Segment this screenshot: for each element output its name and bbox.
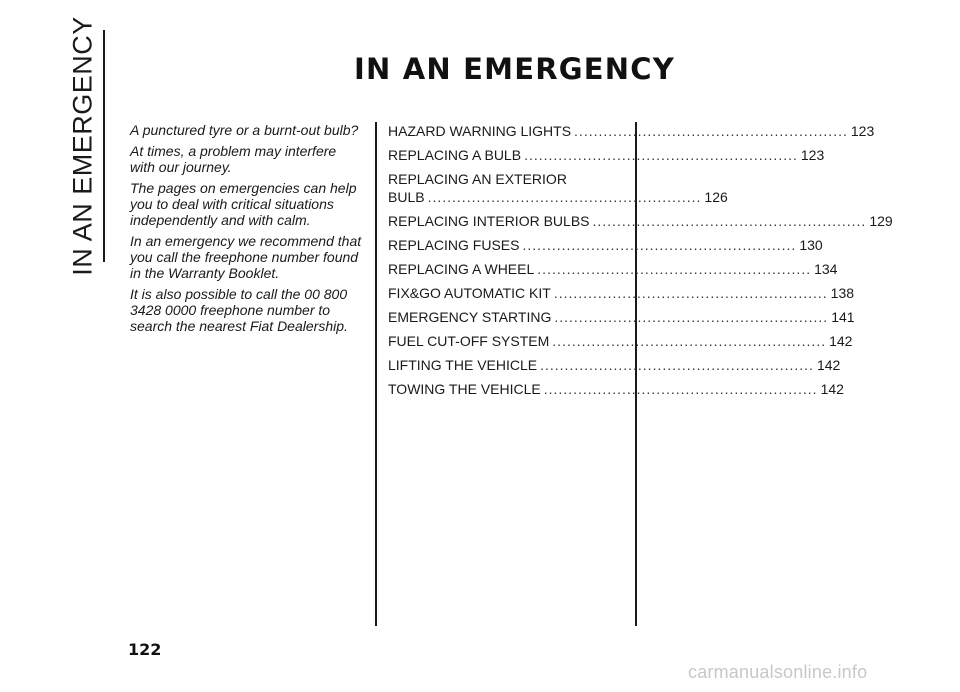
intro-paragraph: The pages on emergencies can help you to deal with critical situations independently and with calm. [130, 180, 357, 228]
toc-entry-label: BULB [388, 189, 425, 205]
column-divider-left [375, 122, 377, 626]
toc-entry-label: REPLACING FUSES [388, 237, 520, 253]
toc-entry-lifting-the-vehicle[interactable] [388, 356, 841, 374]
toc-entry-label-line1: REPLACING AN EXTERIOR [388, 171, 567, 187]
section-tab-rule [103, 30, 105, 262]
toc-entry-page: 142 [816, 357, 841, 373]
toc-entry-page: 123 [800, 147, 825, 163]
toc-leader-dots: ........................................................ [522, 237, 797, 253]
toc-leader-dots: ........................................................ [552, 333, 827, 349]
toc-entry-replacing-a-wheel[interactable] [388, 260, 838, 278]
intro-paragraph: In an emergency we recommend that you call the freephone number found in the Warranty Booklet. [130, 233, 362, 281]
toc-entry-label: EMERGENCY STARTING [388, 309, 552, 325]
intro-paragraph: A punctured tyre or a burnt-out bulb? [130, 122, 359, 138]
toc-entry-label: HAZARD WARNING LIGHTS [388, 123, 572, 139]
intro-paragraph: It is also possible to call the 00 800 3428 0000 freephone number to search the nearest Fiat Dealership. [130, 286, 348, 334]
toc-entry-page: 142 [829, 333, 853, 349]
toc-leader-dots: ........................................................ [553, 285, 828, 301]
intro-paragraph: At times, a problem may interfere with our journey. [130, 143, 337, 175]
table-of-contents [388, 122, 893, 404]
toc-entry-page: 126 [704, 189, 728, 205]
toc-entry-replacing-fuses[interactable] [388, 236, 823, 254]
toc-entry-label: FUEL CUT-OFF SYSTEM [388, 333, 550, 349]
section-tab [60, 16, 106, 276]
toc-entry-label: REPLACING A WHEEL [388, 261, 535, 277]
toc-entry-label: REPLACING A BULB [388, 147, 522, 163]
toc-entry-page: 130 [799, 237, 823, 253]
toc-entry-fix-go-automatic-kit[interactable] [388, 284, 855, 302]
toc-entry-page: 142 [820, 381, 844, 397]
toc-leader-dots: ........................................................ [427, 189, 702, 205]
toc-leader-dots: ........................................................ [574, 123, 848, 139]
toc-leader-dots: ........................................................ [537, 261, 812, 277]
intro-text [130, 122, 362, 339]
toc-leader-dots: ........................................................ [543, 381, 818, 397]
toc-entry-towing-the-vehicle[interactable] [388, 380, 844, 398]
toc-entry-label: LIFTING THE VEHICLE [388, 357, 538, 373]
page-number: 122 [128, 640, 162, 659]
toc-entry-label: FIX&GO AUTOMATIC KIT [388, 285, 551, 301]
toc-entry-page: 129 [869, 213, 893, 229]
section-tab-label: IN AN EMERGENCY [67, 16, 98, 276]
toc-entry-hazard-warning-lights[interactable] [388, 122, 875, 140]
toc-entry-replacing-an-exterior-bulb[interactable] [388, 170, 728, 206]
toc-leader-dots: ........................................................ [592, 213, 867, 229]
toc-entry-label: TOWING THE VEHICLE [388, 381, 541, 397]
toc-entry-page: 134 [814, 261, 838, 277]
toc-entry-page: 141 [831, 309, 855, 325]
toc-entry-replacing-a-bulb[interactable] [388, 146, 825, 164]
toc-leader-dots: ........................................................ [540, 357, 814, 373]
watermark: carmanualsonline.info [688, 662, 868, 682]
toc-leader-dots: ........................................................ [554, 309, 829, 325]
toc-entry-fuel-cut-off-system[interactable] [388, 332, 853, 350]
toc-entry-label: REPLACING INTERIOR BULBS [388, 213, 590, 229]
toc-entry-replacing-interior-bulbs[interactable] [388, 212, 893, 230]
toc-entry-emergency-starting[interactable] [388, 308, 855, 326]
toc-entry-page: 123 [850, 123, 875, 139]
toc-leader-dots: ........................................................ [524, 147, 798, 163]
page-title: IN AN EMERGENCY [354, 52, 675, 86]
toc-entry-page: 138 [830, 285, 855, 301]
